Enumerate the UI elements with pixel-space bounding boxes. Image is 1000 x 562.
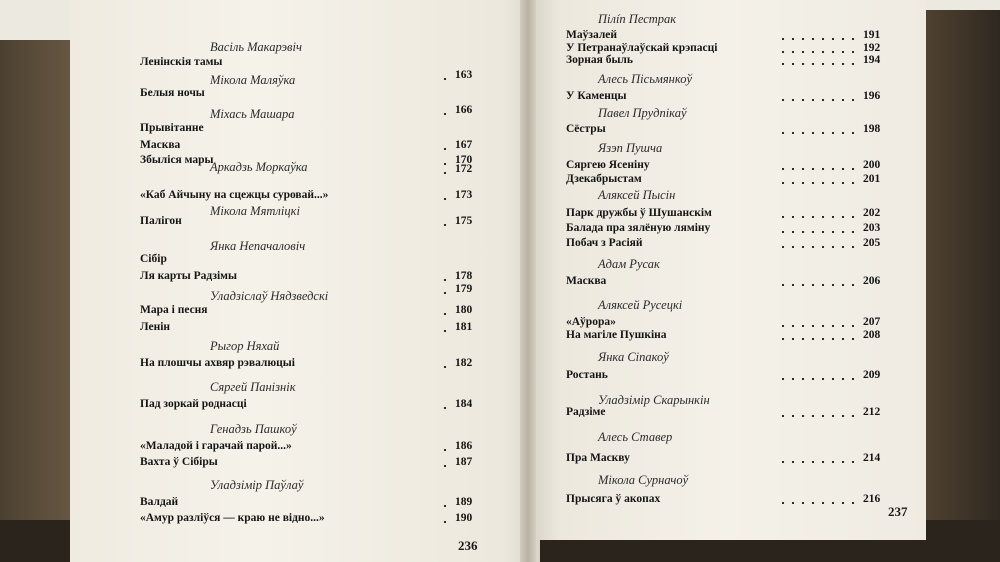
toc-page-number: 189	[455, 496, 473, 508]
toc-leader-dots	[440, 148, 449, 150]
toc-entry-title: «Маладой і гарачай парой...»	[140, 440, 292, 452]
toc-entry-title: Сібір	[140, 253, 167, 265]
toc-entry-title: Мара і песня	[140, 304, 208, 316]
toc-leader-dots	[440, 449, 449, 451]
toc-page-number: 190	[455, 512, 473, 524]
book-gutter	[520, 0, 536, 562]
toc-page-number: 212	[863, 406, 881, 418]
toc-author: Мікола Сурначоў	[598, 473, 689, 487]
toc-page-number: 180	[455, 304, 473, 316]
toc-leader-dots	[440, 505, 449, 507]
toc-page-number: 191	[863, 29, 881, 41]
toc-author: Адам Русак	[598, 257, 660, 271]
toc-entry-title: У Петранаўлаўскай крэпасці	[566, 42, 718, 54]
toc-author: Янка Непачаловіч	[210, 239, 306, 253]
toc-leader-dots	[778, 38, 857, 40]
toc-author: Уладзімір Скарынкін	[598, 393, 710, 407]
toc-author: Язэп Пушча	[598, 141, 663, 155]
toc-page-number: 186	[455, 440, 473, 452]
toc-author: Мікола Маляўка	[210, 73, 296, 87]
toc-leader-dots	[440, 407, 449, 409]
toc-leader-dots	[778, 378, 857, 380]
toc-entry-title: Вахта ў Сібіры	[140, 456, 218, 468]
toc-leader-dots	[778, 231, 857, 233]
toc-author: Алесь Ставер	[598, 430, 673, 444]
toc-entry-title: Белыя ночы	[140, 87, 205, 99]
toc-leader-dots	[440, 172, 449, 174]
toc-entry-title: «Каб Айчыну на сцежцы суровай...»	[140, 189, 329, 201]
toc-leader-dots	[778, 216, 857, 218]
page-number: 236	[458, 538, 478, 553]
toc-author: Міхась Машара	[210, 107, 295, 121]
toc-author: Уладзіслаў Нядзведскі	[210, 289, 329, 303]
toc-page-number: 205	[863, 237, 881, 249]
toc-entry-title: Сёстры	[566, 123, 606, 135]
toc-leader-dots	[440, 330, 449, 332]
toc-entry-title: Ленінскія тамы	[140, 56, 223, 68]
toc-leader-dots	[778, 63, 857, 65]
toc-page-number: 202	[863, 207, 881, 219]
toc-page-number: 196	[863, 90, 881, 102]
toc-author: Васіль Макарэвіч	[210, 40, 302, 54]
toc-entry-title: Масква	[566, 275, 607, 287]
toc-leader-dots	[778, 502, 857, 504]
toc-leader-dots	[778, 99, 857, 101]
toc-page-number: 208	[863, 329, 881, 341]
toc-entry-title: У Каменцы	[566, 90, 627, 102]
toc-page-number: 167	[455, 139, 473, 151]
toc-leader-dots	[778, 51, 857, 53]
toc-author: Павел Прудпікаў	[598, 106, 687, 120]
toc-leader-dots	[440, 292, 449, 294]
toc-leader-dots	[440, 224, 449, 226]
toc-leader-dots	[778, 461, 857, 463]
toc-leader-dots	[778, 415, 857, 417]
toc-entry-title: Прывітанне	[140, 122, 204, 134]
toc-leader-dots	[440, 366, 449, 368]
toc-leader-dots	[440, 521, 449, 523]
toc-entry-title: Прысяга ў акопах	[566, 493, 661, 505]
toc-entry-title: Ля карты Радзімы	[140, 270, 237, 282]
toc-entry-title: Радзіме	[566, 406, 606, 418]
left-page	[70, 0, 540, 562]
toc-leader-dots	[778, 132, 857, 134]
toc-entry-title: «Аўрора»	[566, 316, 616, 328]
toc-page-number: 181	[455, 321, 473, 333]
toc-leader-dots	[440, 113, 449, 115]
toc-entry-title: Сяргею Ясеніну	[566, 159, 650, 171]
toc-author: Рыгор Няхай	[210, 339, 280, 353]
toc-leader-dots	[440, 163, 449, 165]
toc-page-number: 184	[455, 398, 473, 410]
toc-entry-title: Ленін	[140, 321, 171, 333]
toc-page-number: 187	[455, 456, 473, 468]
toc-page-number: 209	[863, 369, 881, 381]
toc-page-number: 178	[455, 270, 473, 282]
toc-page-number: 173	[455, 189, 473, 201]
toc-page-number: 207	[863, 316, 881, 328]
right-page	[528, 0, 926, 540]
toc-entry-title: Парк дружбы ў Шушанскім	[566, 207, 712, 219]
toc-entry-title: Масква	[140, 139, 181, 151]
toc-page-number: 198	[863, 123, 881, 135]
toc-page-number: 214	[863, 452, 881, 464]
toc-page-number: 216	[863, 493, 881, 505]
toc-leader-dots	[778, 182, 857, 184]
toc-author: Аляксей Пысін	[598, 188, 676, 202]
toc-page-number: 201	[863, 173, 881, 185]
toc-author: Янка Сіпакоў	[598, 350, 669, 364]
toc-leader-dots	[778, 325, 857, 327]
toc-entry-title: Палігон	[140, 215, 182, 227]
toc-entry-title: «Амур разліўся — краю не відно...»	[140, 512, 325, 524]
toc-entry-title: Дзекабрыстам	[566, 173, 642, 185]
toc-leader-dots	[440, 279, 449, 281]
toc-page-number: 175	[455, 215, 473, 227]
toc-author: Уладзімір Паўлаў	[210, 478, 304, 492]
toc-leader-dots	[778, 246, 857, 248]
toc-page-number: 179	[455, 283, 473, 295]
background-left	[0, 40, 80, 562]
toc-leader-dots	[440, 198, 449, 200]
toc-entry-title: Маўзалей	[566, 29, 618, 41]
page-number: 237	[888, 504, 908, 519]
toc-entry-title: На магіле Пушкіна	[566, 329, 667, 341]
toc-leader-dots	[778, 338, 857, 340]
toc-entry-title: Побач з Расіяй	[566, 237, 643, 249]
toc-page-number: 166	[455, 104, 473, 116]
toc-author: Генадзь Пашкоў	[210, 422, 297, 436]
toc-page-number: 200	[863, 159, 881, 171]
toc-page-number: 194	[863, 54, 881, 66]
toc-entry-title: На плошчы ахвяр рэвалюцыі	[140, 357, 295, 369]
toc-author: Алесь Пісьмянкоў	[598, 72, 693, 86]
toc-page-number: 172	[455, 163, 473, 175]
toc-entry-title: Пад зоркай роднасці	[140, 398, 247, 410]
toc-entry-title: Балада пра зялёную ляміну	[566, 222, 711, 234]
toc-author: Аркадзь Моркаўка	[210, 160, 308, 174]
toc-leader-dots	[778, 168, 857, 170]
toc-leader-dots	[440, 78, 449, 80]
toc-author: Пілíп Пестрак	[598, 12, 677, 26]
toc-entry-title: Збыліся мары	[140, 154, 214, 166]
toc-entry-title: Валдай	[140, 496, 179, 508]
toc-page-number: 203	[863, 222, 881, 234]
toc-page-number: 192	[863, 42, 881, 54]
toc-leader-dots	[778, 284, 857, 286]
toc-author: Сяргей Панізнік	[210, 380, 296, 394]
toc-page-number: 206	[863, 275, 881, 287]
toc-author: Аляксей Русецкі	[598, 298, 683, 312]
toc-page-number: 163	[455, 69, 473, 81]
toc-leader-dots	[440, 465, 449, 467]
toc-author: Мікола Мятліцкі	[210, 204, 300, 218]
toc-entry-title: Пра Маскву	[566, 452, 630, 464]
toc-entry-title: Зорная быль	[566, 54, 633, 66]
toc-page-number: 182	[455, 357, 473, 369]
toc-entry-title: Ростань	[566, 369, 608, 381]
toc-page-number: 170	[455, 154, 473, 166]
toc-leader-dots	[440, 313, 449, 315]
